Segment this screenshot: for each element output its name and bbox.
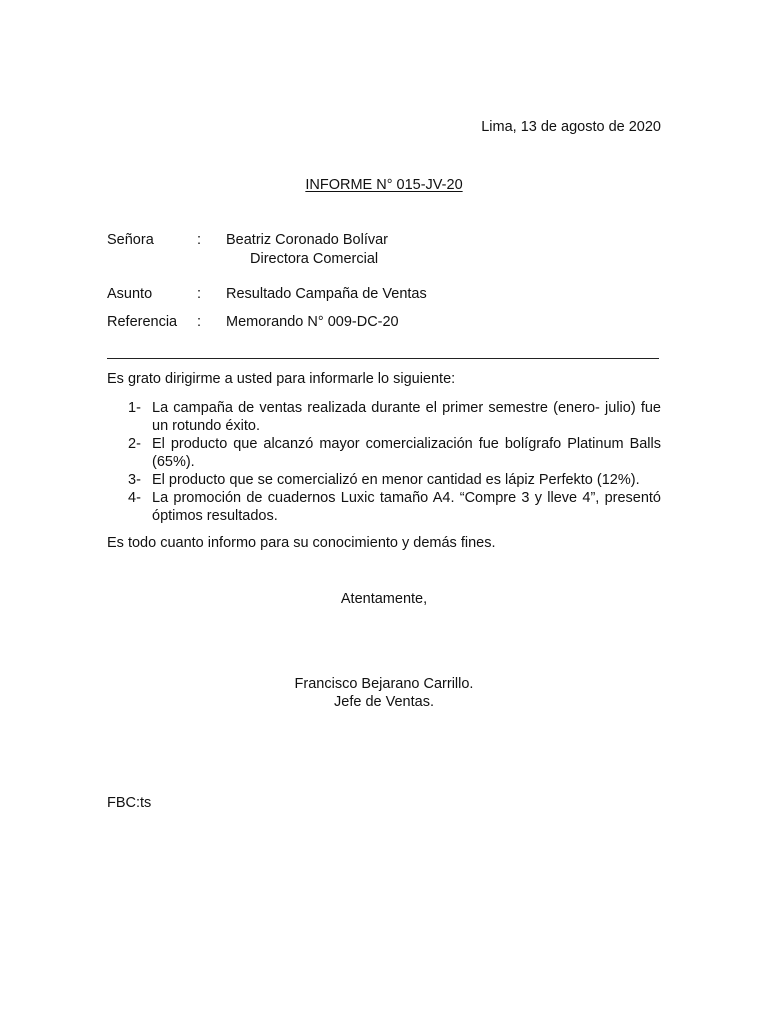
- reference-label: Referencia: [107, 314, 178, 330]
- list-item-text: El producto que se comercializó en menor cantidad es lápiz Perfekto (12%).: [152, 472, 640, 488]
- recipient-position: Directora Comercial: [250, 251, 379, 267]
- signer-name: Francisco Bejarano Carrillo.: [294, 676, 474, 692]
- reference-colon: :: [197, 314, 202, 330]
- letter-date: Lima, 13 de agosto de 2020: [481, 119, 661, 135]
- subject-colon: :: [197, 286, 202, 302]
- list-item: [107, 435, 661, 471]
- reference-initials: FBC:ts: [107, 795, 152, 811]
- closing-paragraph: Es todo cuanto informo para su conocimiento y demás fines.: [107, 535, 496, 551]
- list-item-number: 1-: [128, 400, 141, 416]
- salutation: Atentamente,: [340, 591, 428, 607]
- list-item-text: El producto que alcanzó mayor comercialización fue bolígrafo Platinum Balls (65%).: [152, 436, 661, 470]
- recipient-colon: :: [197, 232, 202, 248]
- report-title: [0, 177, 768, 193]
- signer-title: Jefe de Ventas.: [334, 694, 434, 710]
- recipient-label: Señora: [107, 232, 154, 248]
- recipient-name: Beatriz Coronado Bolívar: [226, 232, 388, 248]
- list-item-number: 4-: [128, 490, 141, 506]
- list-item: [107, 489, 661, 525]
- intro-paragraph: Es grato dirigirme a usted para informarle lo siguiente:: [107, 371, 456, 387]
- subject-label: Asunto: [107, 286, 153, 302]
- list-item: [107, 471, 661, 489]
- report-title-text: INFORME N° 015-JV-20: [305, 177, 463, 193]
- list-item: [107, 399, 661, 435]
- list-item-text: La promoción de cuadernos Luxic tamaño A4. “Compre 3 y lleve 4”, presentó óptimos resultados.: [152, 490, 661, 524]
- reference-value: Memorando N° 009-DC-20: [226, 314, 399, 330]
- list-item-number: 2-: [128, 436, 141, 452]
- list-item-number: 3-: [128, 472, 141, 488]
- separator-line: [107, 358, 659, 359]
- subject-value: Resultado Campaña de Ventas: [226, 286, 427, 302]
- findings-list: [107, 399, 661, 525]
- list-item-text: La campaña de ventas realizada durante el primer semestre (enero- julio) fue un rotundo éxito.: [152, 400, 661, 434]
